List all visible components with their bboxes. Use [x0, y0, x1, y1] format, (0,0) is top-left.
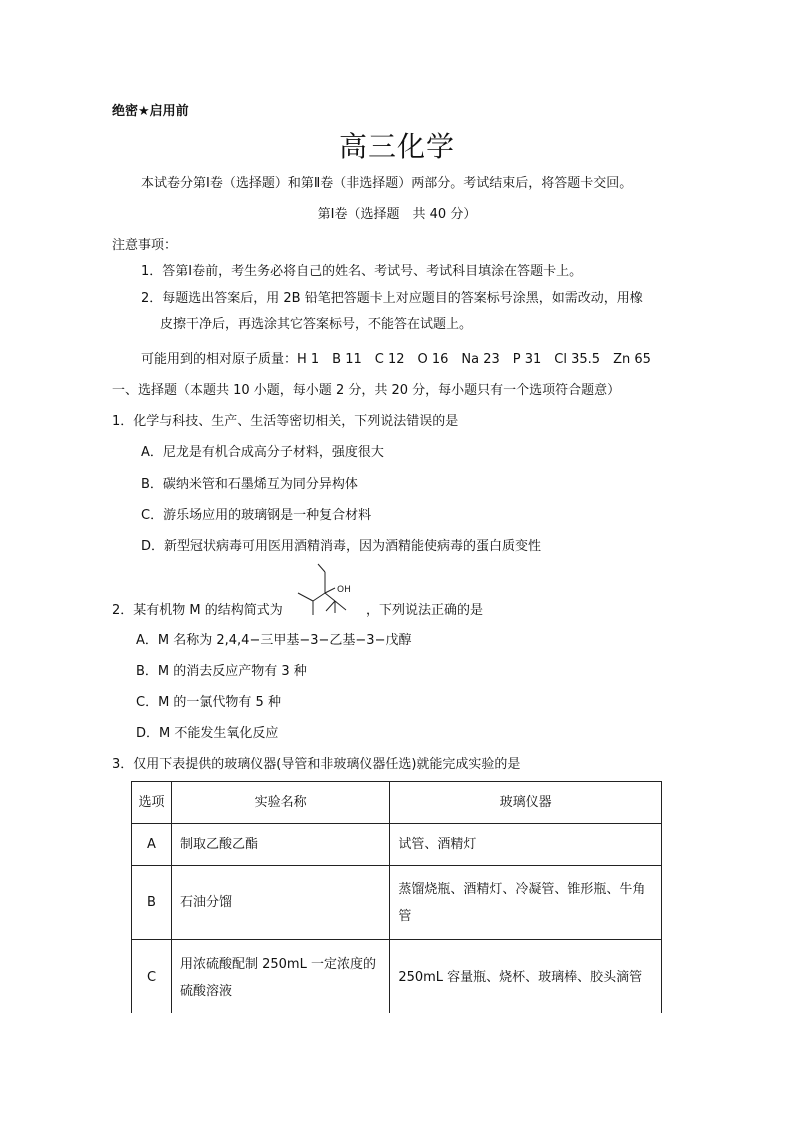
- question-2-option-a: A．M 名称为 2,4,4−三甲基−3−乙基−3−戊醇: [136, 633, 412, 648]
- cell-glassware: 蒸馏烧瓶、酒精灯、冷凝管、锥形瓶、牛角管: [390, 866, 662, 940]
- cell-option: B: [132, 866, 172, 940]
- cell-glassware: 250mL 容量瓶、烧杯、玻璃棒、胶头滴管: [390, 940, 662, 1016]
- question-2-option-c: C．M 的一氯代物有 5 种: [136, 695, 281, 710]
- question-2-stem-end: ，下列说法正确的是: [366, 603, 484, 618]
- exam-intro: 本试卷分第Ⅰ卷（选择题）和第Ⅱ卷（非选择题）两部分。考试结束后，将答题卡交回。: [141, 176, 633, 191]
- header-option: 选项: [132, 782, 172, 824]
- header-glassware: 玻璃仪器: [390, 782, 662, 824]
- question-2-option-b: B．M 的消去反应产物有 3 种: [136, 664, 307, 679]
- cell-experiment: 石油分馏: [171, 866, 389, 940]
- table-row: [132, 866, 662, 940]
- glassware-table: [131, 781, 662, 1016]
- section-heading: 第Ⅰ卷（选择题 共 40 分）: [317, 207, 477, 222]
- question-1-option-d: D．新型冠状病毒可用医用酒精消毒，因为酒精能使病毒的蛋白质变性: [141, 539, 542, 554]
- table-row: [132, 940, 662, 1016]
- page-title: 高三化学: [338, 130, 455, 163]
- question-1-option-c: C．游乐场应用的玻璃钢是一种复合材料: [141, 508, 372, 523]
- question-1-option-a: A．尼龙是有机合成高分子材料，强度很大: [141, 445, 384, 460]
- table-header-row: [132, 782, 662, 824]
- hydroxyl-label: OH: [337, 585, 351, 595]
- molecule-structure: [296, 563, 362, 617]
- cell-experiment: 制取乙酸乙酯: [171, 824, 389, 866]
- question-1-stem: 1．化学与科技、生产、生活等密切相关，下列说法错误的是: [112, 414, 459, 429]
- question-2-option-d: D．M 不能发生氧化反应: [136, 726, 279, 741]
- page-bottom-blank: [0, 1013, 794, 1123]
- note-item-1: 1．答第Ⅰ卷前，考生务必将自己的姓名、考试号、考试科目填涂在答题卡上。: [141, 264, 583, 279]
- part-one-heading: 一、选择题（本题共 10 小题，每小题 2 分，共 20 分，每小题只有一个选项符合题意）: [112, 383, 621, 398]
- cell-glassware: 试管、酒精灯: [390, 824, 662, 866]
- question-3-stem: 3．仅用下表提供的玻璃仪器(导管和非玻璃仪器任选)就能完成实验的是: [112, 757, 521, 772]
- question-1-option-b: B．碳纳米管和石墨烯互为同分异构体: [141, 477, 358, 492]
- note-item-2-continued: 皮擦干净后，再选涂其它答案标号，不能答在试题上。: [160, 317, 473, 332]
- cell-option: A: [132, 824, 172, 866]
- question-2-stem: 2．某有机物 M 的结构简式为: [112, 603, 283, 618]
- cell-experiment: 用浓硫酸配制 250mL 一定浓度的硫酸溶液: [171, 940, 389, 1016]
- confidential-label: 绝密★启用前: [112, 104, 189, 119]
- notes-heading: 注意事项：: [112, 238, 178, 253]
- note-item-2: 2．每题选出答案后，用 2B 铅笔把答题卡上对应题目的答案标号涂黑，如需改动，用橡: [141, 291, 643, 306]
- header-experiment: 实验名称: [171, 782, 389, 824]
- atomic-masses: 可能用到的相对原子质量：H 1 B 11 C 12 O 16 Na 23 P 31 Cl 35.5 Zn 65: [141, 352, 651, 367]
- cell-option: C: [132, 940, 172, 1016]
- table-row: [132, 824, 662, 866]
